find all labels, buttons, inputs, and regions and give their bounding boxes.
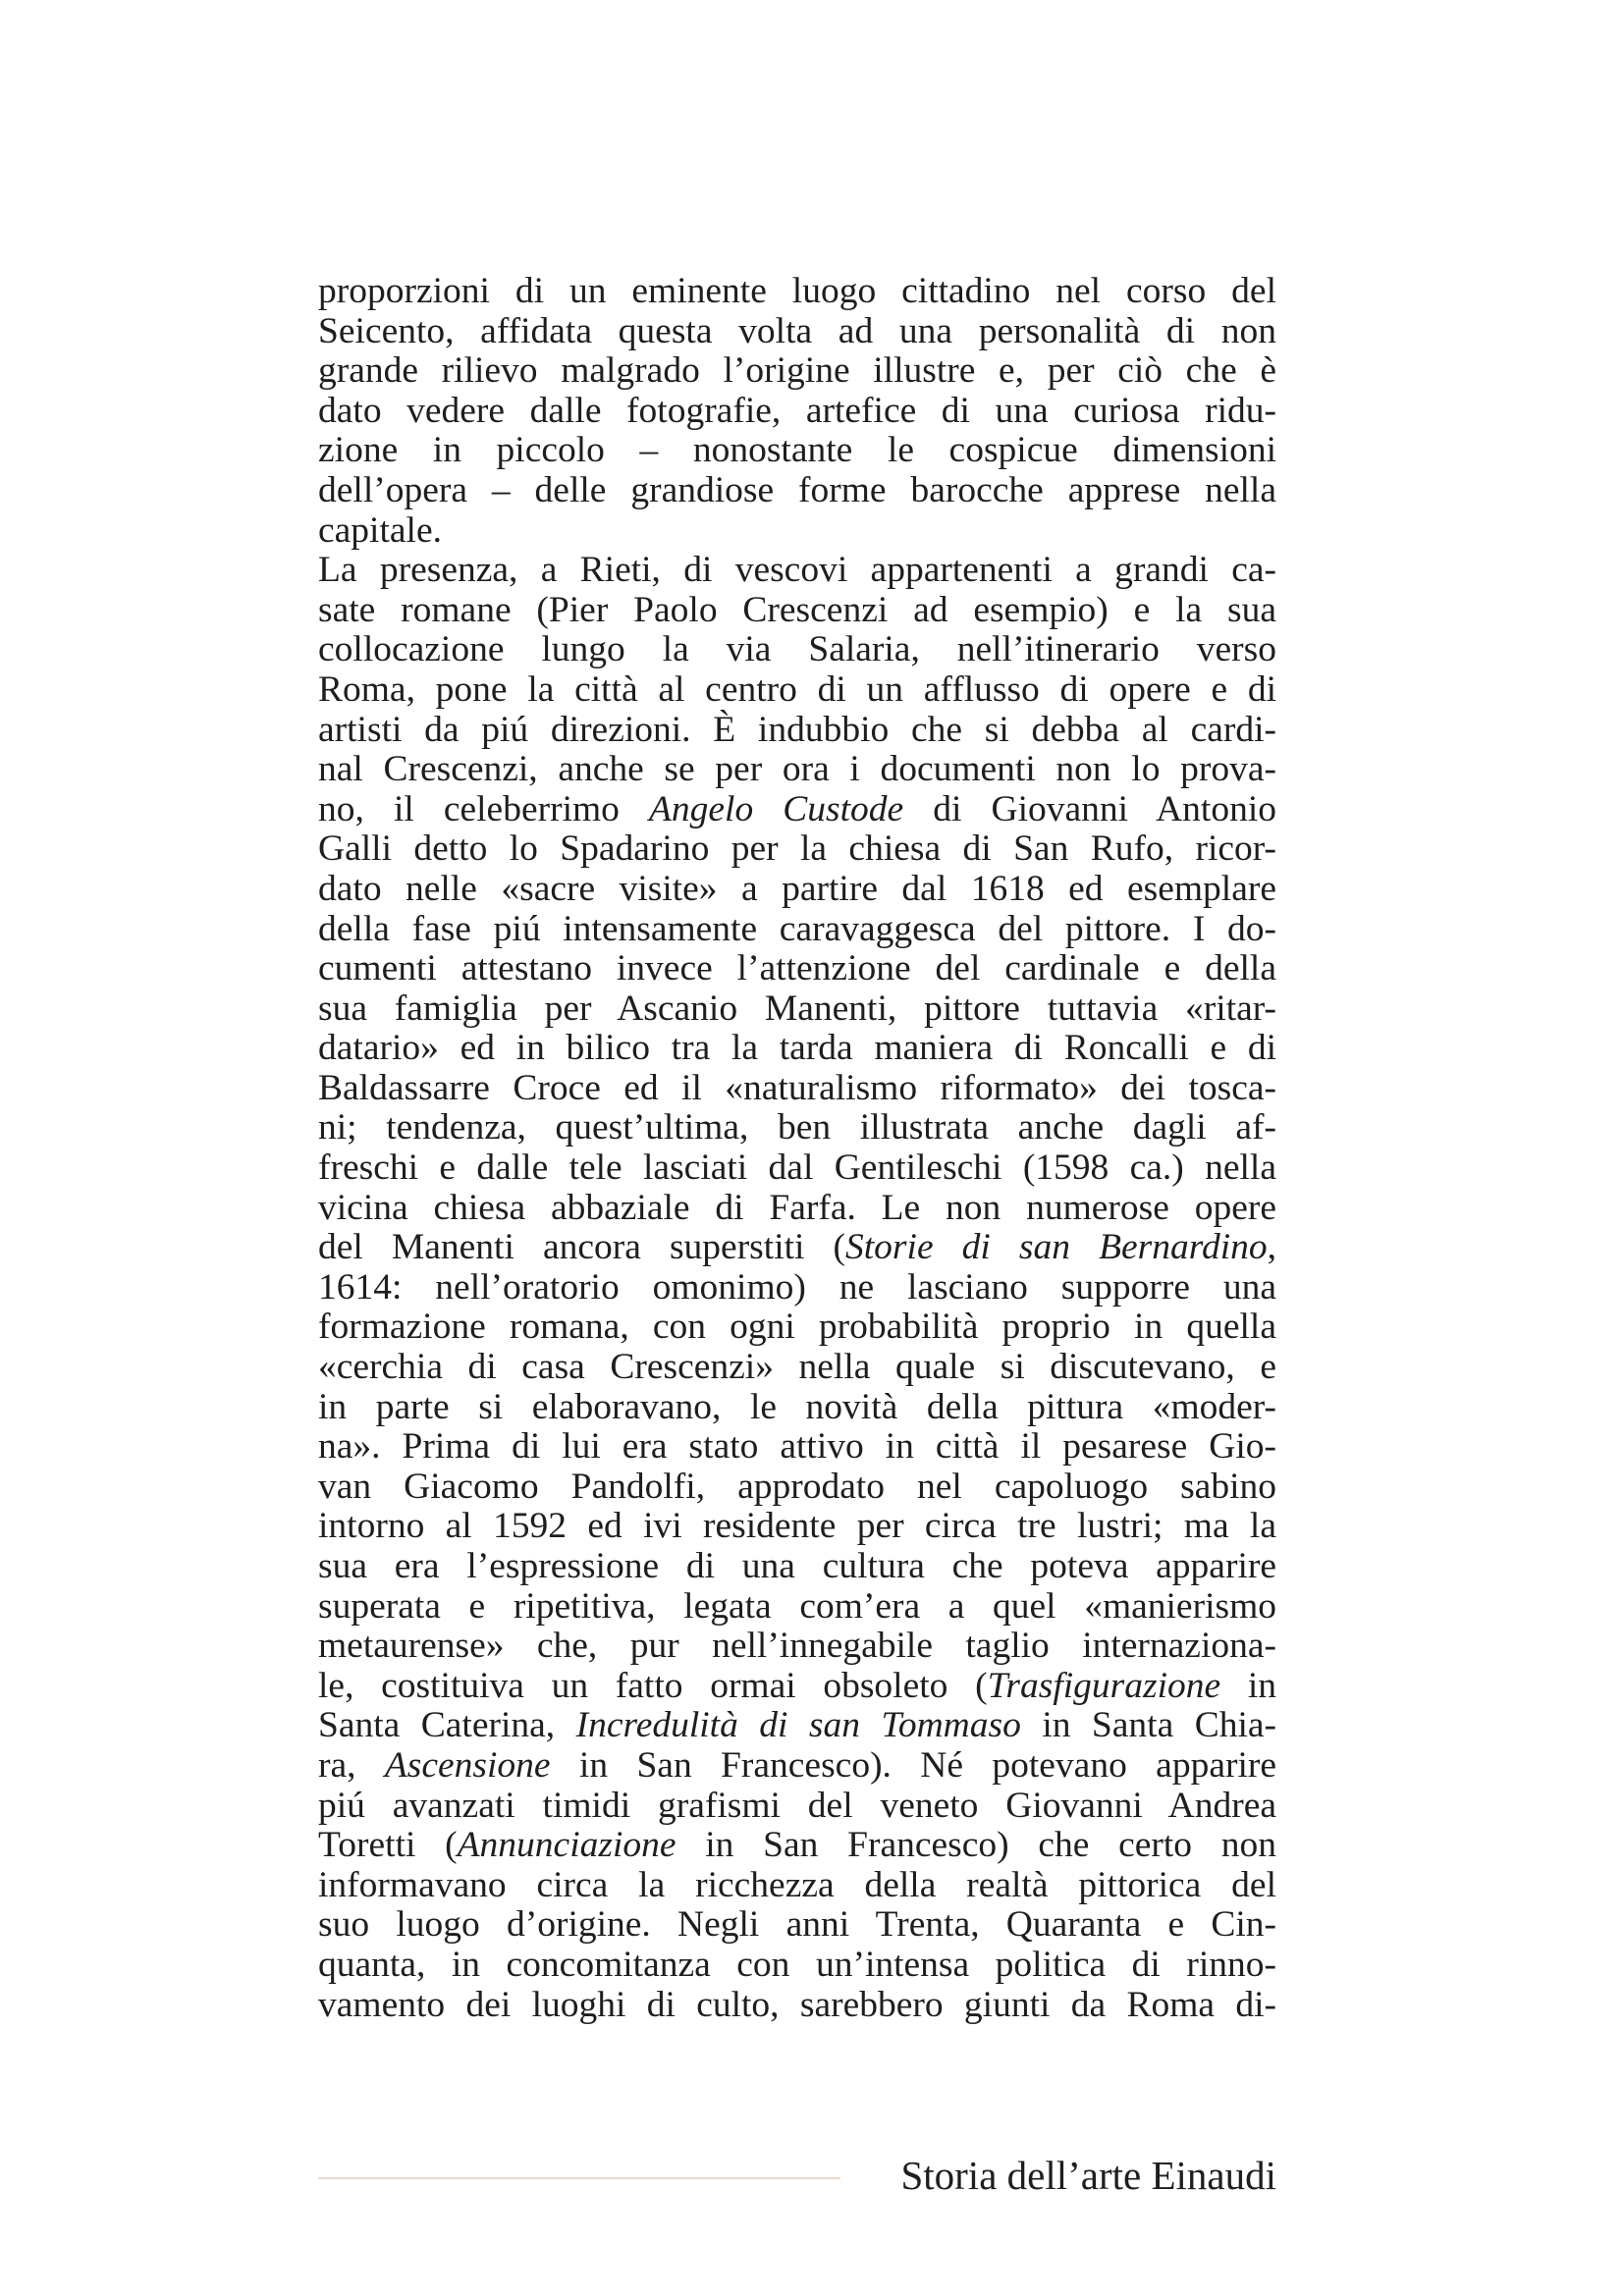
text-segment: no, il celeberrimo xyxy=(318,788,649,829)
text-line xyxy=(318,1388,1276,1428)
text-line xyxy=(318,1228,1276,1268)
text-segment: nal Crescenzi, anche se per ora i documenti non lo prova- xyxy=(318,749,1276,790)
text-segment: na». Prima di lui era stato attivo in città il pesarese Gio- xyxy=(318,1426,1276,1468)
text-line xyxy=(318,1787,1276,1827)
text-segment: in San Francesco) che certo non xyxy=(676,1825,1276,1866)
text-line xyxy=(318,1587,1276,1628)
text-segment: collocazione lungo la via Salaria, nell’itinerario verso xyxy=(318,629,1276,670)
text-line xyxy=(318,1986,1276,2026)
italic-title: Incredulità di san Tommaso xyxy=(575,1705,1021,1746)
text-segment: cumenti attestano invece l’attenzione del cardinale e della xyxy=(318,948,1276,989)
italic-title: Annunciazione xyxy=(457,1825,676,1866)
text-line xyxy=(318,829,1276,870)
text-line xyxy=(318,551,1276,591)
text-segment: in parte si elaboravano, le novità della pittura «moder- xyxy=(318,1386,1276,1427)
text-line xyxy=(318,1946,1276,1986)
text-line xyxy=(318,630,1276,670)
text-segment: proporzioni di un eminente luogo cittadino nel corso del xyxy=(318,271,1276,311)
text-line xyxy=(318,1427,1276,1468)
text-segment: intorno al 1592 ed ivi residente per circa tre lustri; ma la xyxy=(318,1506,1276,1547)
text-line xyxy=(318,511,1276,552)
italic-title: Angelo Custode xyxy=(648,788,904,829)
text-line xyxy=(318,1308,1276,1348)
text-line xyxy=(318,272,1276,312)
text-segment: freschi e dalle tele lasciati dal Gentileschi (1598 ca.) nella xyxy=(318,1148,1276,1189)
text-segment: capitale. xyxy=(318,509,442,551)
text-line xyxy=(318,1826,1276,1866)
text-line xyxy=(318,1627,1276,1667)
text-segment: dato vedere dalle fotografie, artefice di una curiosa ridu- xyxy=(318,390,1276,431)
text-line xyxy=(318,1746,1276,1787)
text-segment: van Giacomo Pandolfi, approdato nel capoluogo sabino xyxy=(318,1466,1276,1507)
text-line xyxy=(318,431,1276,471)
italic-title: Trasfigurazione xyxy=(987,1665,1221,1706)
text-line xyxy=(318,1148,1276,1189)
text-segment: in xyxy=(1220,1665,1277,1706)
text-segment: grande rilievo malgrado l’origine illustre e, per ciò che è xyxy=(318,350,1276,392)
text-line xyxy=(318,471,1276,511)
text-segment: sua famiglia per Ascanio Manenti, pittore tuttavia «ritar- xyxy=(318,988,1276,1029)
text-line xyxy=(318,1706,1276,1746)
text-segment: dato nelle «sacre visite» a partire dal 1618 ed esemplare xyxy=(318,868,1276,909)
text-line xyxy=(318,1029,1276,1069)
text-segment: Seicento, affidata questa volta ad una personalità di non xyxy=(318,310,1276,351)
text-segment: Galli detto lo Spadarino per la chiesa di San Rufo, ricor- xyxy=(318,828,1276,870)
text-segment: superata e ripetitiva, legata com’era a quel «manierismo xyxy=(318,1585,1276,1627)
text-line xyxy=(318,670,1276,711)
text-line xyxy=(318,949,1276,989)
text-line xyxy=(318,711,1276,751)
text-line xyxy=(318,1905,1276,1946)
text-segment: ni; tendenza, quest’ultima, ben illustrata anche dagli af- xyxy=(318,1107,1276,1148)
text-segment: zione in piccolo – nonostante le cospicue dimensioni xyxy=(318,430,1276,471)
text-segment: vicina chiesa abbaziale di Farfa. Le non numerose opere xyxy=(318,1187,1276,1228)
text-line xyxy=(318,989,1276,1030)
text-segment: artisti da piú direzioni. È indubbio che si debba al cardi- xyxy=(318,709,1276,750)
text-line xyxy=(318,1866,1276,1906)
text-segment: La presenza, a Rieti, di vescovi appartenenti a grandi ca- xyxy=(318,550,1276,591)
text-segment: Santa Caterina, xyxy=(318,1705,576,1746)
body-text xyxy=(318,272,1276,2025)
text-segment: informavano circa la ricchezza della realtà pittorica del xyxy=(318,1864,1276,1905)
text-line xyxy=(318,910,1276,950)
text-line xyxy=(318,392,1276,432)
text-line xyxy=(318,1108,1276,1148)
text-segment: Toretti ( xyxy=(318,1825,458,1866)
text-line xyxy=(318,1268,1276,1308)
text-segment: della fase piú intensamente caravaggesca del pittore. I do- xyxy=(318,908,1276,949)
text-line xyxy=(318,1069,1276,1109)
text-segment: quanta, in concomitanza con un’intensa politica di rinno- xyxy=(318,1944,1276,1985)
text-segment: in San Francesco). Né potevano apparire xyxy=(550,1744,1276,1786)
text-segment: di Giovanni Antonio xyxy=(903,788,1276,829)
text-segment: del Manenti ancora superstiti ( xyxy=(318,1227,846,1268)
text-line xyxy=(318,1189,1276,1229)
text-segment: metaurense» che, pur nell’innegabile taglio internaziona- xyxy=(318,1626,1276,1667)
text-line xyxy=(318,1468,1276,1508)
text-segment: ra, xyxy=(318,1744,385,1786)
text-segment: piú avanzati timidi grafismi del veneto Giovanni Andrea xyxy=(318,1785,1276,1826)
text-segment: suo luogo d’origine. Negli anni Trenta, Quaranta e Cin- xyxy=(318,1904,1276,1946)
text-segment: «cerchia di casa Crescenzi» nella quale si discutevano, e xyxy=(318,1347,1276,1388)
footer-rule xyxy=(318,2177,840,2179)
footer-title: Storia dell’arte Einaudi xyxy=(900,2153,1276,2198)
text-segment: Baldassarre Croce ed il «naturalismo riformato» dei tosca- xyxy=(318,1067,1276,1108)
text-segment: , xyxy=(1267,1227,1276,1268)
text-segment: formazione romana, con ogni probabilità proprio in quella xyxy=(318,1307,1276,1348)
text-segment: dell’opera – delle grandiose forme barocche apprese nella xyxy=(318,469,1276,510)
text-segment: in Santa Chia- xyxy=(1020,1705,1277,1746)
text-line xyxy=(318,1348,1276,1388)
text-segment: sua era l’espressione di una cultura che poteva apparire xyxy=(318,1546,1276,1586)
text-line xyxy=(318,870,1276,910)
text-line xyxy=(318,1507,1276,1547)
text-segment: 1614: nell’oratorio omonimo) ne lasciano supporre una xyxy=(318,1266,1276,1308)
italic-title: Ascensione xyxy=(384,1744,551,1786)
text-line xyxy=(318,351,1276,392)
text-line xyxy=(318,790,1276,830)
text-segment: Roma, pone la città al centro di un afflusso di opere e di xyxy=(318,668,1276,710)
text-line xyxy=(318,1547,1276,1587)
text-segment: datario» ed in bilico tra la tarda maniera di Roncalli e di xyxy=(318,1028,1276,1069)
text-segment: sate romane (Pier Paolo Crescenzi ad esempio) e la sua xyxy=(318,589,1276,630)
text-line xyxy=(318,1667,1276,1707)
text-line xyxy=(318,750,1276,790)
text-line xyxy=(318,312,1276,352)
text-segment: vamento dei luoghi di culto, sarebbero giunti da Roma di- xyxy=(318,1984,1276,2025)
italic-title: Storie di san Bernardino xyxy=(845,1227,1268,1268)
text-segment: le, costituiva un fatto ormai obsoleto ( xyxy=(318,1665,988,1706)
text-line xyxy=(318,591,1276,631)
